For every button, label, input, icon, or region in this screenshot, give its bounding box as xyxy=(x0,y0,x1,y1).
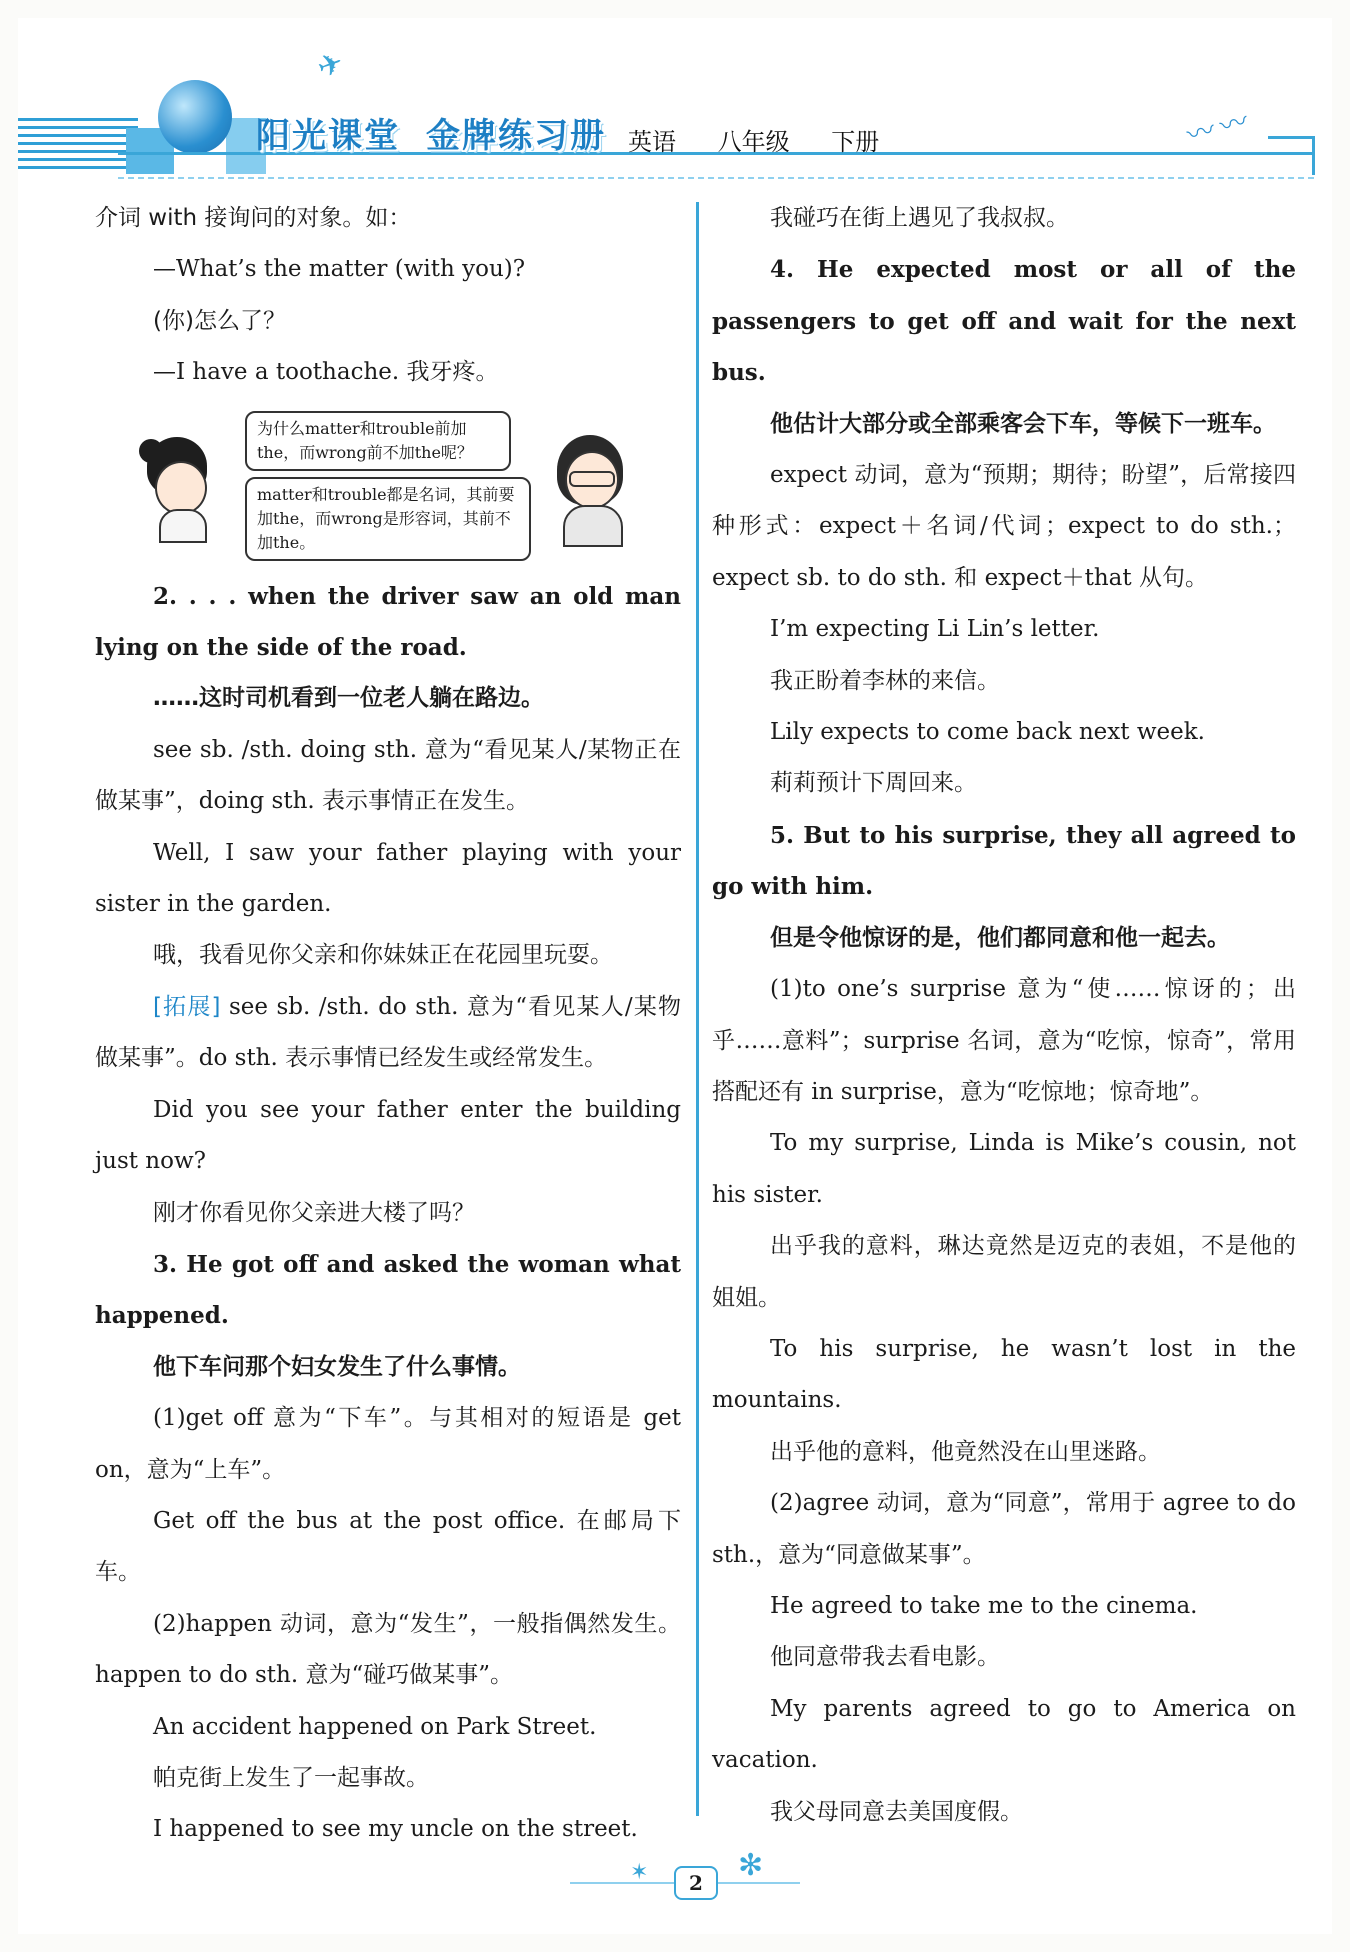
explanation: (1)to one’s surprise 意为“使……惊讶的；出乎……意料”；surprise 名词，意为“吃惊，惊奇”，常用搭配还有 in surprise，意为“吃惊地；惊奇地”。 xyxy=(712,976,1296,1105)
example-sentence: I’m expecting Li Lin’s letter. xyxy=(770,616,1100,643)
key-sentence-translation: 但是令他惊讶的是，他们都同意和他一起去。 xyxy=(770,924,1230,951)
teacher-illustration xyxy=(551,435,631,545)
extension-text: see sb. /sth. do sth. 意为“看见某人/某物做某事”。do sth. 表示事情已经发生或经常发生。 xyxy=(95,993,681,1072)
answer-speech-bubble: matter和trouble都是名词，其前要加the，而wrong是形容词，其前不加the。 xyxy=(245,477,531,561)
text-line: 介词 with 接询问的对象。如： xyxy=(95,205,412,231)
page-header xyxy=(18,40,1320,180)
right-column xyxy=(712,193,1296,1838)
example-translation: 帕克街上发生了一起事故。 xyxy=(153,1764,429,1791)
explanation: see sb. /sth. doing sth. 意为“看见某人/某物正在做某事”，doing sth. 表示事情正在发生。 xyxy=(95,736,681,815)
example-translation: 我正盼着李林的来信。 xyxy=(770,667,1000,694)
series-title-part-1: 阳光课堂 xyxy=(256,116,400,156)
example-translation: 刚才你看见你父亲进大楼了吗？ xyxy=(153,1199,475,1226)
example-translation: 出乎他的意料，他竟然没在山里迷路。 xyxy=(770,1438,1161,1465)
palm-tree-icon: ✻ xyxy=(738,1848,764,1883)
example-translation: 我父母同意去美国度假。 xyxy=(770,1798,1023,1825)
explanation: (1)get off 意为“下车”。与其相对的短语是 get on，意为“上车”。 xyxy=(95,1405,681,1483)
birds-icon: 〰〰 xyxy=(1183,102,1258,153)
subject-label: 英语 xyxy=(628,128,676,156)
example-sentence: An accident happened on Park Street. xyxy=(153,1713,597,1740)
extension-tag: [拓展] xyxy=(153,993,221,1020)
page-number: 2 xyxy=(674,1866,718,1900)
key-sentence-translation: 他估计大部分或全部乘客会下车，等候下一班车。 xyxy=(770,410,1276,437)
example-sentence: Lily expects to come back next week. xyxy=(770,719,1205,746)
example-translation: 哦，我看见你父亲和你妹妹正在花园里玩耍。 xyxy=(153,942,613,969)
example-sentence: He agreed to take me to the cinema. xyxy=(770,1592,1198,1619)
example-sentence: —What’s the matter (with you)? xyxy=(153,256,526,283)
extension-paragraph xyxy=(95,982,681,1085)
example-translation: 出乎我的意料，琳达竟然是迈克的表姐，不是他的姐姐。 xyxy=(712,1233,1296,1311)
example-translation: 莉莉预计下周回来。 xyxy=(770,770,977,797)
example-translation: 我碰巧在街上遇见了我叔叔。 xyxy=(770,205,1069,231)
example-sentence: —I have a toothache. 我牙疼。 xyxy=(153,359,499,386)
globe-icon xyxy=(158,80,232,154)
explanation: (2)agree 动词，意为“同意”，常用于 agree to do sth.，意为“同意做某事”。 xyxy=(712,1490,1296,1568)
example-sentence: To his surprise, he wasn’t lost in the mountains. xyxy=(712,1335,1296,1414)
volume-label: 下册 xyxy=(831,128,880,156)
book-info xyxy=(628,122,913,157)
question-speech-bubble: 为什么matter和trouble前加the，而wrong前不加the呢？ xyxy=(245,411,511,471)
example-sentence: Get off the bus at the post office. 在邮局下车。 xyxy=(95,1507,681,1586)
starfish-icon: ✶ xyxy=(630,1860,649,1885)
left-column xyxy=(95,193,681,1856)
series-title xyxy=(256,108,606,157)
example-sentence: My parents agreed to go to America on vacation. xyxy=(712,1695,1296,1774)
dialogue-illustration xyxy=(95,407,681,567)
header-corner-decoration xyxy=(1268,136,1315,175)
key-sentence-5: 5. But to his surprise, they all agreed to go with him. xyxy=(712,821,1296,901)
student-girl-illustration xyxy=(139,437,219,537)
explanation: (2)happen 动词，意为“发生”，一般指偶然发生。happen to do sth. 意为“碰巧做某事”。 xyxy=(95,1610,681,1689)
example-sentence: To my surprise, Linda is Mike’s cousin, not his sister. xyxy=(712,1130,1296,1208)
key-sentence-2: 2. . . . when the driver saw an old man lying on the side of the road. xyxy=(95,582,681,662)
key-sentence-translation: 他下车问那个妇女发生了什么事情。 xyxy=(153,1353,521,1380)
key-sentence-translation: ……这时司机看到一位老人躺在路边。 xyxy=(153,685,544,712)
example-sentence: Well, I saw your father playing with your sister in the garden. xyxy=(95,839,681,918)
example-translation: (你)怎么了？ xyxy=(153,307,286,334)
example-sentence: Did you see your father enter the building just now? xyxy=(95,1096,681,1175)
column-divider xyxy=(696,202,699,1816)
grade-label: 八年级 xyxy=(717,128,790,156)
example-sentence: I happened to see my uncle on the street. xyxy=(153,1816,638,1843)
series-title-part-2: 金牌练习册 xyxy=(426,116,606,156)
example-translation: 他同意带我去看电影。 xyxy=(770,1644,1000,1671)
key-sentence-3: 3. He got off and asked the woman what happened. xyxy=(95,1250,681,1330)
explanation: expect 动词，意为“预期；期待；盼望”，后常接四种形式：expect＋名词/代词；expect to do sth.；expect sb. to do sth. 和 expect＋that 从句。 xyxy=(712,462,1296,591)
paper-plane-icon: ✈ xyxy=(312,44,349,87)
key-sentence-4: 4. He expected most or all of the passengers to get off and wait for the next bus. xyxy=(712,256,1296,387)
